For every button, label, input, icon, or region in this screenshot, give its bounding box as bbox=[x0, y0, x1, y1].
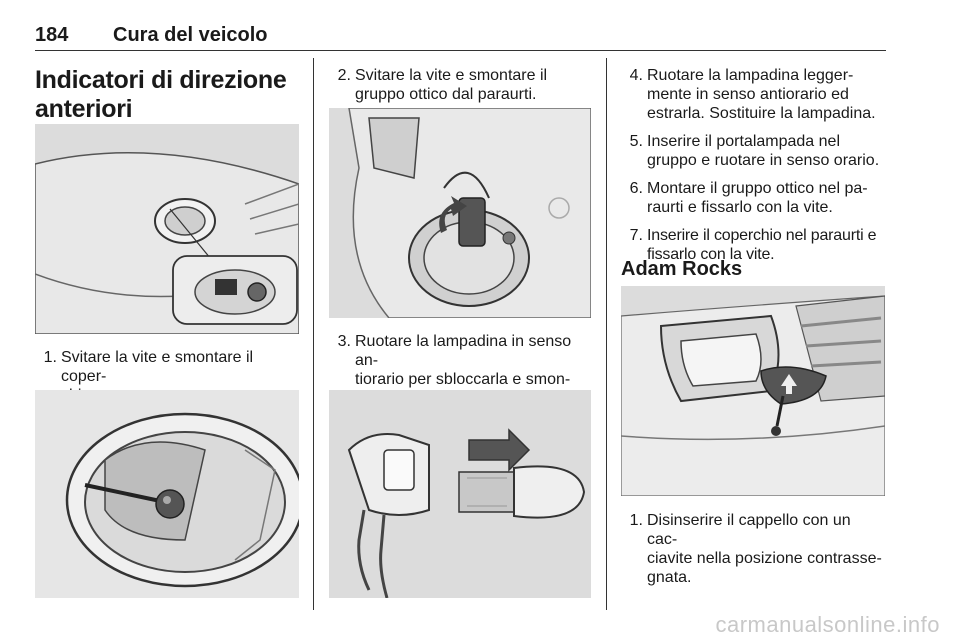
topic-title bbox=[35, 66, 299, 124]
screw-removal-illustration bbox=[35, 390, 299, 598]
step-3 bbox=[329, 332, 591, 392]
figure-screw-removal bbox=[35, 390, 299, 598]
step-text-line: fissarlo con la vite. bbox=[647, 246, 775, 263]
step-text-line: gruppo ottico dal paraurti. bbox=[355, 86, 537, 103]
watermark: carmanualsonline.info bbox=[715, 612, 940, 637]
header-rule bbox=[35, 50, 886, 51]
adam-rocks-bumper-illustration bbox=[621, 286, 885, 496]
step-text bbox=[355, 66, 547, 104]
column-divider-1 bbox=[313, 58, 314, 610]
step-number: 1. bbox=[629, 512, 643, 529]
step-4 bbox=[621, 66, 885, 126]
topic-title-line2: anteriori bbox=[35, 95, 133, 123]
step-text bbox=[647, 511, 885, 587]
step-text bbox=[647, 132, 879, 170]
step-text-line: Ruotare la lampadina legger- bbox=[647, 67, 854, 84]
step-text-line: estrarla. Sostituire la lampadina. bbox=[647, 105, 876, 122]
step-number: 2. bbox=[337, 67, 351, 84]
figure-front-bumper-turn-signal bbox=[35, 124, 299, 334]
column-divider-2 bbox=[606, 58, 607, 610]
step-1 bbox=[35, 348, 299, 388]
step-text-line: gnata. bbox=[647, 569, 692, 586]
step-text-line: Svitare la vite e smontare il bbox=[355, 67, 548, 84]
step-text bbox=[647, 66, 876, 123]
bumper-illustration bbox=[35, 124, 299, 334]
step-text-line: Svitare la vite e smontare il coper- bbox=[61, 349, 254, 385]
step-number: 3. bbox=[337, 333, 351, 350]
section-title: Cura del veicolo bbox=[113, 24, 268, 46]
page-number: 184 bbox=[35, 24, 69, 46]
step-6 bbox=[621, 179, 885, 219]
step-number: 6. bbox=[629, 180, 643, 197]
step-number: 4. bbox=[629, 67, 643, 84]
step-text-line: gruppo e ruotare in senso orario. bbox=[647, 152, 880, 169]
step-2 bbox=[329, 66, 591, 106]
step-text-line: raurti e fissarlo con la vite. bbox=[647, 199, 833, 216]
step-text bbox=[647, 179, 868, 217]
bulb-holder-illustration bbox=[329, 390, 591, 598]
figure-headlamp-unit-removal bbox=[329, 108, 591, 318]
step-text-line: Montare il gruppo ottico nel pa- bbox=[647, 180, 868, 197]
step-text-line: Ruotare la lampadina in senso an- bbox=[355, 333, 572, 369]
step-text-line: tiorario per sbloccarla e smon- bbox=[355, 371, 571, 388]
figure-bulb-and-holder bbox=[329, 390, 591, 598]
step-number: 7. bbox=[629, 227, 643, 244]
step-text-line: mente in senso antiorario ed bbox=[647, 86, 849, 103]
topic-title-line1: Indicatori di direzione bbox=[35, 66, 287, 94]
headlamp-unit-illustration bbox=[329, 108, 591, 318]
step-number: 5. bbox=[629, 133, 643, 150]
step-5 bbox=[621, 132, 885, 172]
step-text-line: ciavite nella posizione contrasse- bbox=[647, 550, 882, 567]
subheading-adam-rocks: Adam Rocks bbox=[621, 258, 743, 280]
step-number: 1. bbox=[43, 349, 57, 366]
step-text-line: Disinserire il cappello con un cac- bbox=[647, 512, 851, 548]
step-b-1 bbox=[621, 511, 885, 586]
figure-adam-rocks-bumper bbox=[621, 286, 885, 496]
page-header bbox=[35, 24, 885, 50]
step-text-line: Inserire il portalampada nel bbox=[647, 133, 840, 150]
step-text-line: Inserire il coperchio nel paraurti e bbox=[647, 227, 877, 244]
